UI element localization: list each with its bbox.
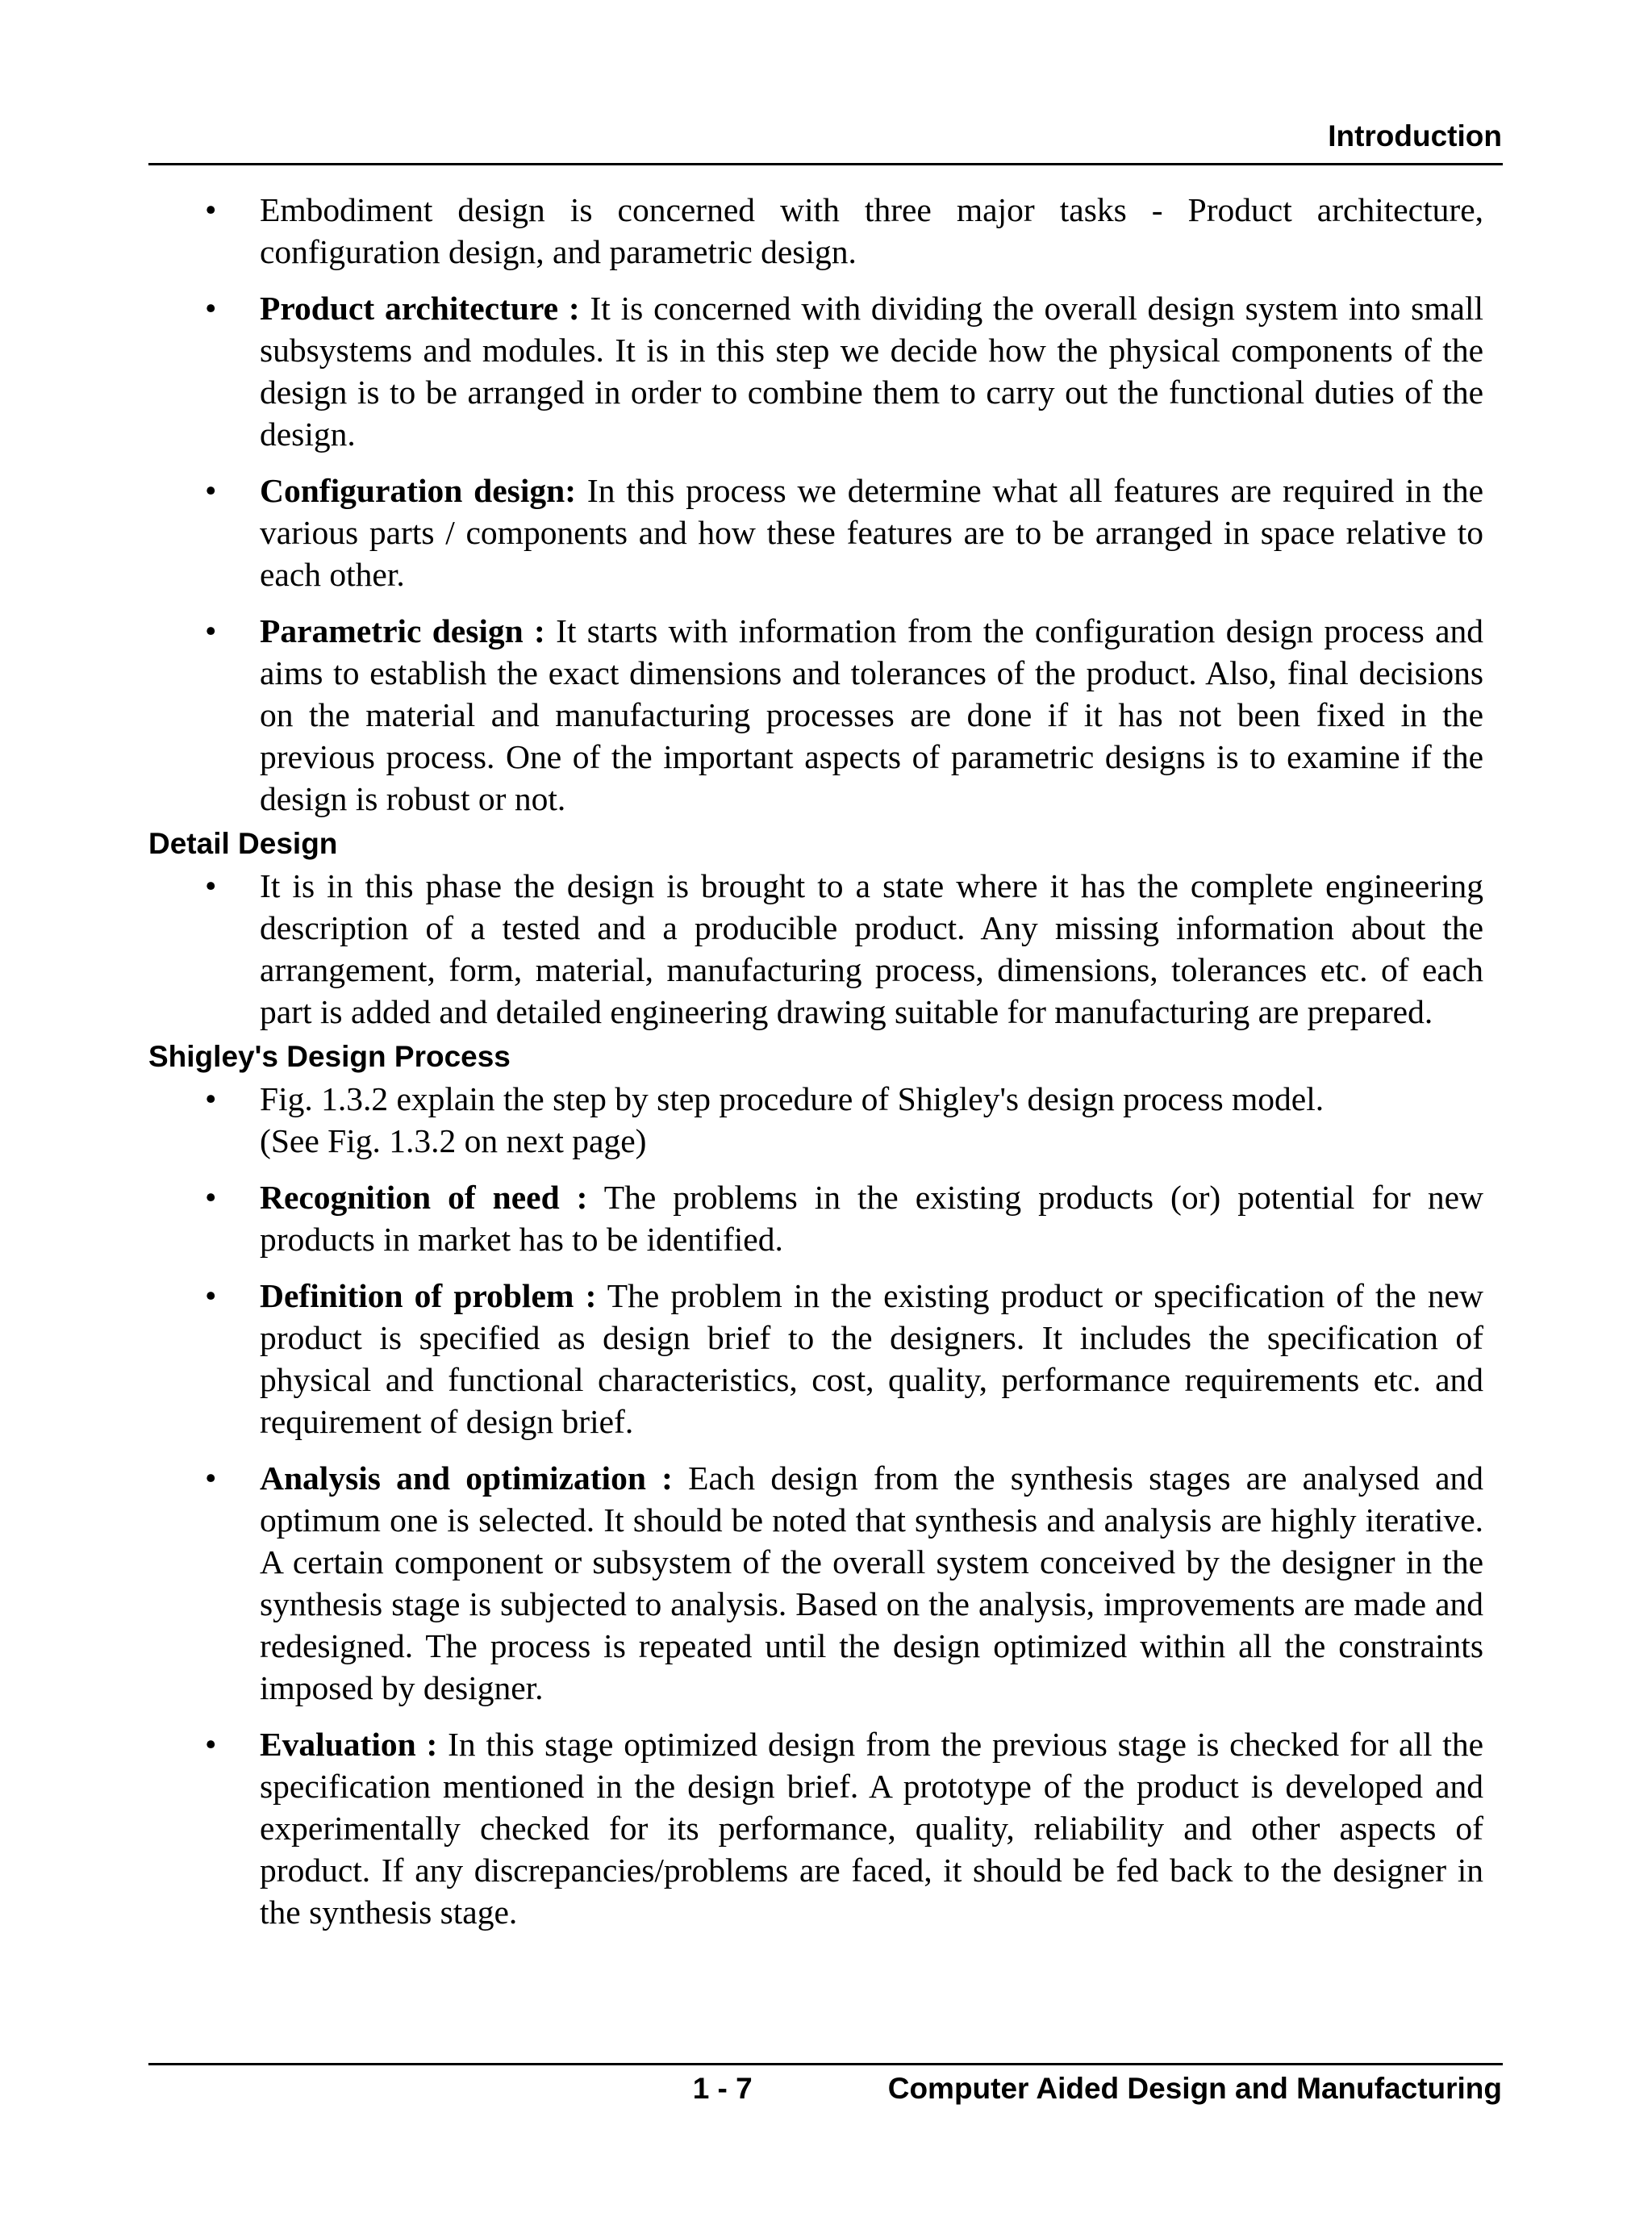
list-item — [148, 1176, 1483, 1260]
bullet-icon: • — [205, 1080, 217, 1117]
item-term: Recognition of need : — [260, 1179, 588, 1216]
page-number: 1 - 7 — [692, 2072, 753, 2105]
section-heading-detail-design: Detail Design — [148, 827, 338, 860]
bullet-icon: • — [205, 1277, 217, 1314]
list-item — [148, 287, 1483, 455]
list-item — [148, 865, 1483, 1033]
list-item — [148, 1457, 1483, 1709]
list-item — [148, 1275, 1483, 1443]
list-item — [148, 610, 1483, 820]
bullet-icon: • — [205, 290, 217, 327]
page-body — [148, 189, 1483, 1933]
list-item — [148, 189, 1483, 273]
item-text: The problems in the existing products (or) potential for new products in market has to be identified. — [260, 1179, 1483, 1258]
item-term: Configuration design: — [260, 472, 577, 509]
embodiment-list — [148, 189, 1483, 820]
item-text: It starts with information from the configuration design process and aims to establish the exact dimensions and tolerances of the product. Also, final decisions on the material and manufacturing processes are done if it has not been fixed in the previous process. One of the important aspects of parametric designs is to examine if the design is robust or not. — [260, 612, 1483, 817]
bullet-icon: • — [205, 612, 217, 649]
bullet-icon: • — [205, 1459, 217, 1497]
item-term: Analysis and optimization : — [260, 1459, 673, 1497]
item-text: It is in this phase the design is brought to a state where it has the complete engineering description of a tested and a producible product. Any missing information about the arrangement, form, material, manufacturing process, dimensions, tolerances etc. of each part is added and detailed engineering drawing suitable for manufacturing are prepared. — [260, 867, 1483, 1030]
bullet-icon: • — [205, 191, 217, 228]
page-footer — [693, 2072, 1502, 2106]
list-item — [148, 1078, 1483, 1162]
bullet-icon: • — [205, 1726, 217, 1763]
item-text: Embodiment design is concerned with three major tasks - Product architecture, configuration design, and parametric design. — [260, 191, 1483, 270]
item-term: Evaluation : — [260, 1726, 438, 1763]
running-header-title: Introduction — [1328, 119, 1502, 152]
item-term: Definition of problem : — [260, 1277, 597, 1314]
header-rule — [148, 163, 1503, 165]
item-text: It is concerned with dividing the overall design system into small subsystems and modules. It is in this step we decide how the physical components of the design is to be arranged in order to combine them to carry out the functional duties of the design. — [260, 290, 1483, 453]
book-title: Computer Aided Design and Manufacturing — [887, 2072, 1502, 2105]
figure-reference: (See Fig. 1.3.2 on next page) — [260, 1122, 647, 1159]
list-item — [148, 1723, 1483, 1933]
item-text: Fig. 1.3.2 explain the step by step procedure of Shigley's design process model. — [260, 1080, 1325, 1117]
item-text: In this stage optimized design from the previous stage is checked for all the specification mentioned in the design brief. A prototype of the product is developed and experimentally checked for its performance, quality, reliability and other aspects of product. If any discrepancies/problems are faced, it should be fed back to the designer in the synthesis stage. — [260, 1726, 1483, 1931]
item-text: In this process we determine what all features are required in the various parts / components and how these features are to be arranged in space relative to each other. — [260, 472, 1483, 593]
item-text: Each design from the synthesis stages are analysed and optimum one is selected. It should be noted that synthesis and analysis are highly iterative. A certain component or subsystem of the overall system conceived by the designer in the synthesis stage is subjected to analysis. Based on the analysis, improvements are made and redesigned. The process is repeated until the design optimized within all the constraints imposed by designer. — [260, 1459, 1483, 1706]
bullet-icon: • — [205, 1179, 217, 1216]
item-term: Parametric design : — [260, 612, 545, 649]
bullet-icon: • — [205, 472, 217, 509]
item-text: The problem in the existing product or specification of the new product is specified as design brief to the designers. It includes the specification of physical and functional characteristics, cost, quality, performance requirements etc. and requirement of design brief. — [260, 1277, 1483, 1440]
shigley-list — [148, 1078, 1483, 1933]
section-heading-shigley: Shigley's Design Process — [148, 1040, 511, 1073]
item-term: Product architecture : — [260, 290, 580, 327]
detail-design-list — [148, 865, 1483, 1033]
bullet-icon: • — [205, 867, 217, 904]
list-item — [148, 470, 1483, 595]
footer-rule — [148, 2063, 1503, 2065]
